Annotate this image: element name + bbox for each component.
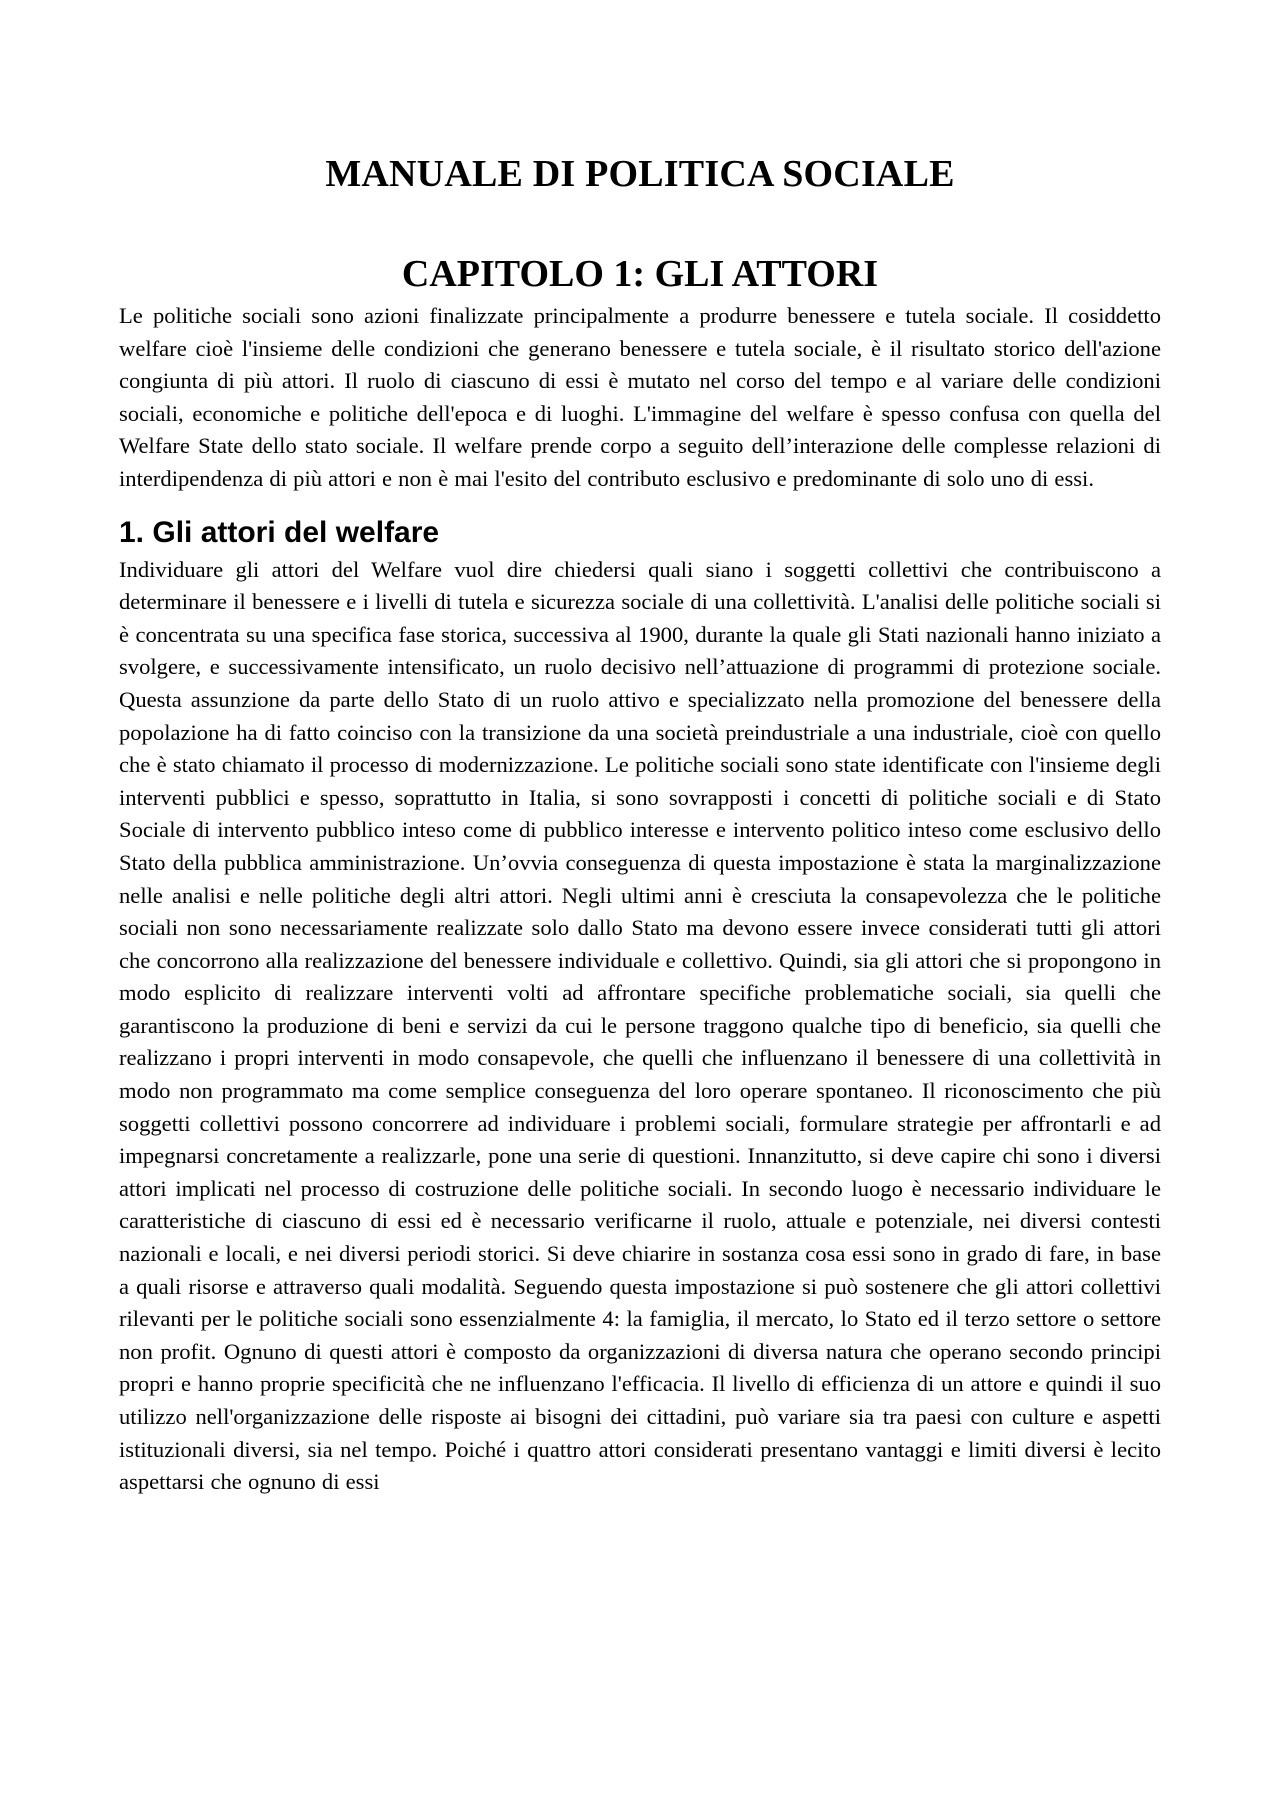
chapter-title: CAPITOLO 1: GLI ATTORI [401,253,879,295]
section-paragraph: Individuare gli attori del Welfare vuol dire chiedersi quali siano i soggetti collettivi che contribuiscono a determinare il benessere e i livelli di tutela e sicurezza sociale di una collettività. L'analisi delle politiche sociali si è concentrata su una specifica fase storica, successiva al 1900, durante la quale gli Stati nazionali hanno iniziato a svolgere, e successivamente intensificato, un ruolo decisivo nell’attuazione di programmi di protezione sociale. Questa assunzione da parte dello Stato di un ruolo attivo e specializzato nella promozione del benessere della popolazione ha di fatto coinciso con la transizione da una società preindustriale a una industriale, cioè con quello che è stato chiamato il processo di modernizzazione. Le politiche sociali sono state identificate con l'insieme degli interventi pubblici e spesso, soprattutto in Italia, si sono sovrapposti i concetti di politiche sociali e di Stato Sociale di intervento pubblico inteso come di pubblico interesse e intervento politico inteso come esclusivo dello Stato della pubblica amministrazione. Un’ovvia conseguenza di questa impostazione è stata la marginalizzazione nelle analisi e nelle politiche degli altri attori. Negli ultimi anni è cresciuta la consapevolezza che le politiche sociali non sono necessariamente realizzate solo dallo Stato ma devono essere invece considerati tutti gli attori che concorrono alla realizzazione del benessere individuale e collettivo. Quindi, sia gli attori che si propongono in modo esplicito di realizzare interventi volti ad affrontare specifiche problematiche sociali, sia quelli che garantiscono la produzione di beni e servizi da cui le persone traggono qualche tipo di beneficio, sia quelli che realizzano i propri interventi in modo consapevole, che quelli che influenzano il benessere di una collettività in modo non programmato ma come semplice conseguenza del loro operare spontaneo. Il riconoscimento che più soggetti collettivi possono concorrere ad individuare i problemi sociali, formulare strategie per affrontarli e ad impegnarsi concretamente a realizzarle, pone una serie di questioni. Innanzitutto, si deve capire chi sono i diversi attori implicati nel processo di costruzione delle politiche sociali. In secondo luogo è necessario individuare le caratteristiche di ciascuno di essi ed è necessario verificarne il ruolo, attuale e potenziale, nei diversi contesti nazionali e locali, e nei diversi periodi storici. Si deve chiarire in sostanza cosa essi sono in grado di fare, in base a quali risorse e attraverso quali modalità. Seguendo questa impostazione si può sostenere che gli attori collettivi rilevanti per le politiche sociali sono essenzialmente 4: la famiglia, il mercato, lo Stato ed il terzo settore o settore non profit. Ognuno di questi attori è composto da organizzazioni di diversa natura che operano secondo principi propri e hanno proprie specificità che ne influenzano l'efficacia. Il livello di efficienza di un attore e quindi il suo utilizzo nell'organizzazione delle risposte ai bisogni dei cittadini, può variare sia tra paesi con culture e aspetti istituzionali diversi, sia nel tempo. Poiché i quattro attori considerati presentano vantaggi e limiti diversi è lecito aspettarsi che ognuno di essi [119,556,1161,1495]
section-heading: 1. Gli attori del welfare [119,515,440,549]
document-title: MANUALE DI POLITICA SOCIALE [325,153,955,195]
intro-paragraph: Le politiche sociali sono azioni finalizzate principalmente a produrre benessere e tutela sociale. Il cosiddetto welfare cioè l'insieme delle condizioni che generano benessere e tutela sociale, è il risultato storico dell'azione congiunta di più attori. Il ruolo di ciascuno di essi è mutato nel corso del tempo e al variare delle condizioni sociali, economiche e politiche dell'epoca e di luoghi. L'immagine del welfare è spesso confusa con quella del Welfare State dello stato sociale. Il welfare prende corpo a seguito dell’interazione delle complesse relazioni di interdipendenza di più attori e non è mai l'esito del contributo esclusivo e predominante di solo uno di essi. [119,303,1161,491]
